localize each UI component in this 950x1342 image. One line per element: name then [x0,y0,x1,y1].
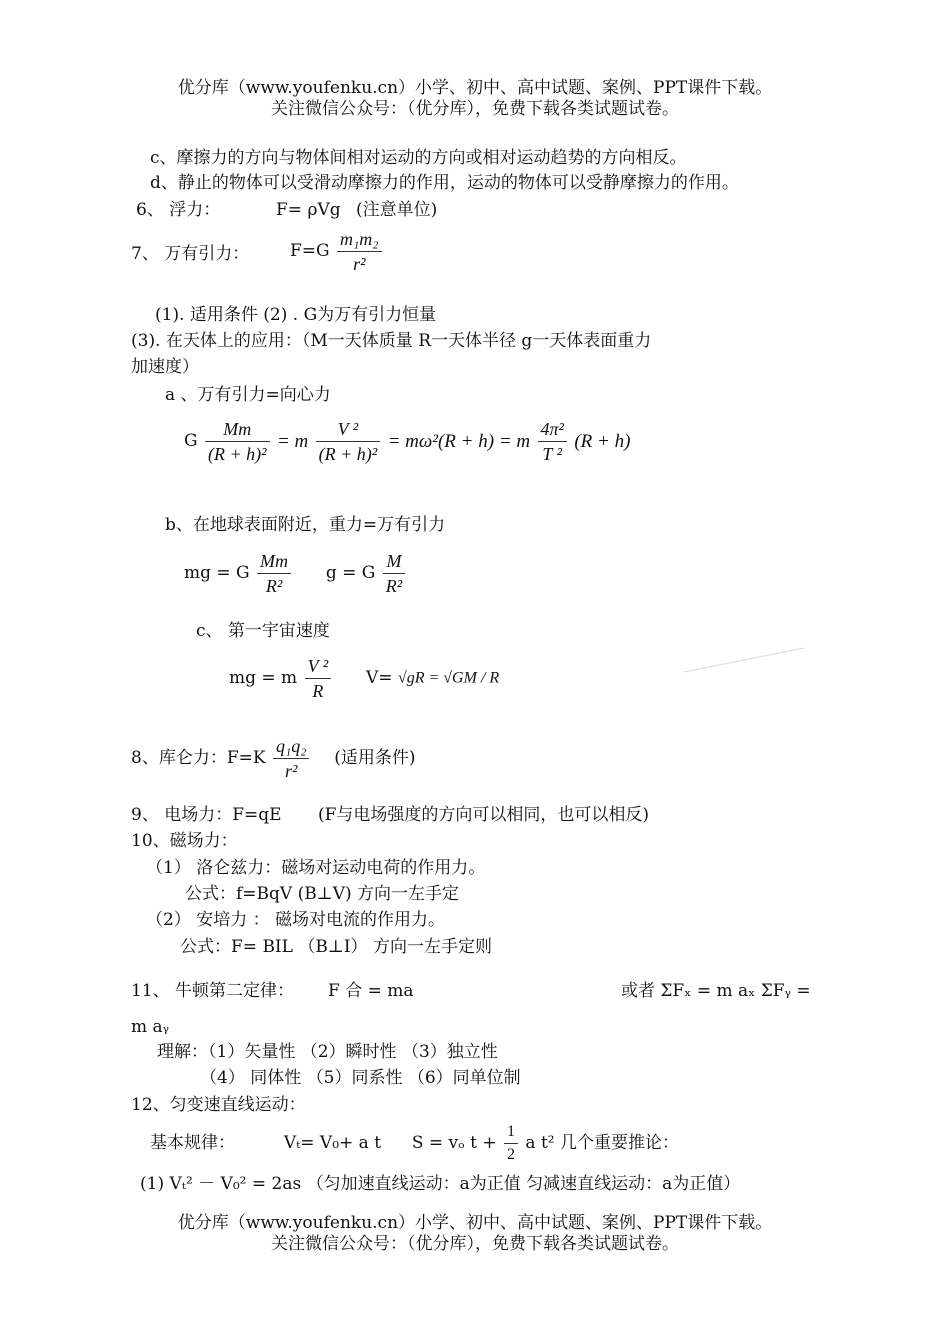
eq-frac-3 [538,420,567,463]
lorentz-formula: 公式：f=BqV (B⊥V) 方向一左手定 [185,884,460,904]
ampere-force: （2） 安培力 ： 磁场对电流的作用力。 [146,910,446,930]
kinematics-basic: 基本规律： [150,1133,235,1153]
b-frac-2 [383,552,405,595]
kinematics-half-num: 1 [504,1124,518,1144]
c-sqrt: √gR = √GM / R [397,669,500,687]
gravitation-c-label: c、 第一宇宙速度 [196,621,330,641]
newton-understand-1: 理解：（1）矢量性 （2）瞬时性 （3）独立性 [157,1042,498,1062]
c-frac-num: V ² [305,657,332,679]
centripetal-equation [184,420,630,463]
electric-note: (F与电场强度的方向可以相同，也可以相反) [318,805,650,825]
c-frac [305,657,332,700]
kinematics-s: S = vₒ t + [411,1133,497,1153]
gravitation-formula [290,230,384,273]
gravitation-numerator: m₁m₂ [337,230,382,252]
eq-frac-1 [205,420,270,463]
b-g: g = G [325,563,376,583]
eq-G: G [184,431,198,451]
electric-label: 9、 电场力：F=qE [131,805,282,825]
eq-frac-1-den: (R + h)² [208,444,267,464]
first-cosmic-velocity [229,657,499,700]
gravitation-items: (1). 适用条件 (2) . G为万有引力恒量 [155,305,437,325]
eq-frac-3-num: 4π² [538,420,567,442]
eq-frac-2 [316,420,381,463]
ampere-formula: 公式：F= BIL （B⊥I） 方向一左手定则 [180,937,492,957]
gravitation-label: 7、 万有引力： [131,244,250,264]
newton-formula: F 合 = ma [328,981,414,1001]
coulomb-numerator: q₁q₂ [273,737,310,759]
coulomb-note: (适用条件) [334,748,416,768]
gravitation-item3a: (3). 在天体上的应用：（M一天体质量 R一天体半径 g一天体表面重力 [131,331,652,351]
kinematics-inference-1: (1) Vₜ² － V₀² = 2as （匀加速直线运动：a为正值 匀减速直线运动：a为正值） [140,1174,741,1194]
buoyancy-note: (注意单位) [356,200,438,220]
eq-frac-2-den: (R + h)² [318,444,378,464]
kinematics-half-den: 2 [507,1146,515,1163]
eq-eq2: = mω²(R + h) = m [387,431,531,452]
kinematics-half [504,1124,518,1163]
header-line-1: 优分库（www.youfenku.cn）小学、初中、高中试题、案例、PPT课件下载。 [177,78,773,98]
newton-alt-2: m aᵧ [131,1017,170,1037]
gravitation-prefix: F=G [290,241,330,261]
coulomb-denominator: r² [285,761,298,781]
newton-label: 11、 牛顿第二定律： [131,981,295,1001]
kinematics-s-tail: a t² 几个重要推论： [525,1133,679,1153]
friction-d: d、静止的物体可以受滑动摩擦力的作用，运动的物体可以受静摩擦力的作用。 [150,173,739,193]
friction-c: c、摩擦力的方向与物体间相对运动的方向或相对运动趋势的方向相反。 [150,148,687,168]
eq-frac-2-num: V ² [316,420,381,442]
gravitation-denominator: r² [353,254,366,274]
coulomb-label: 8、库仑力：F=K [131,748,266,768]
footer-line-2: 关注微信公众号：（优分库），免费下载各类试题试卷。 [271,1234,679,1254]
eq-eq1: = m [276,431,309,452]
newton-alt: 或者 ΣFₓ = m aₓ ΣFᵧ = [621,981,811,1001]
b-frac-2-den: R² [385,576,403,596]
buoyancy-formula: F= ρVg [276,200,341,220]
gravitation-item3b: 加速度） [131,357,199,377]
kinematics-basic-row [150,1124,679,1163]
stray-line-mark [680,644,810,676]
kinematics-v: Vₜ= V₀+ a t [283,1133,382,1153]
gravitation-b-label: b、在地球表面附近，重力=万有引力 [165,515,446,535]
eq-frac-3-den: T ² [542,444,563,464]
b-mg: mg = G [184,563,250,583]
b-frac-1-num: Mm [257,552,291,574]
coulomb-fraction [273,737,310,780]
gravitation-fraction [337,230,382,273]
c-mg: mg = m [229,668,298,688]
c-frac-den: R [312,681,324,701]
lorentz-force: （1） 洛仑兹力：磁场对运动电荷的作用力。 [146,858,486,878]
footer-line-1: 优分库（www.youfenku.cn）小学、初中、高中试题、案例、PPT课件下载。 [177,1213,773,1233]
b-frac-1-den: R² [265,576,283,596]
header-line-2: 关注微信公众号：（优分库），免费下载各类试题试卷。 [271,99,679,119]
coulomb-formula [131,737,416,780]
buoyancy-label: 6、 浮力： [136,200,221,220]
eq-frac-1-num: Mm [205,420,270,442]
gravitation-a-label: a 、万有引力=向心力 [165,385,331,405]
b-frac-1 [257,552,291,595]
c-v: V= [365,668,393,688]
b-frac-2-num: M [383,552,405,574]
kinematics-label: 12、匀变速直线运动： [131,1095,306,1115]
magnetic-label: 10、磁场力： [131,831,238,851]
eq-tail: (R + h) [574,431,631,452]
newton-understand-2: （4） 同体性 （5）同系性 （6）同单位制 [200,1068,521,1088]
surface-gravity-equations [184,552,407,595]
